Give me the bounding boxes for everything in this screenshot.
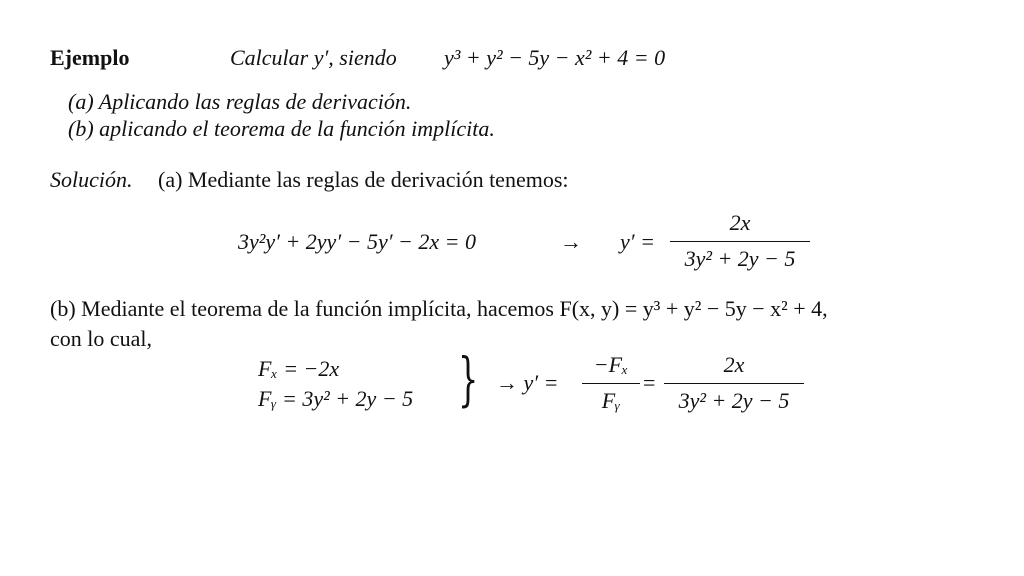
part-a-fraction [670, 208, 810, 272]
solution-part-a-text: (a) Mediante las reglas de derivación tenemos: [158, 167, 569, 192]
part-b-fraction-1-numerator: −Fₓ [593, 352, 629, 377]
example-prompt: Calcular y′, siendo [230, 45, 397, 70]
example-label: Ejemplo [50, 45, 130, 70]
part-b-fx: Fₓ = −2x [258, 356, 340, 381]
right-brace-icon: } [458, 345, 479, 413]
part-b-fraction-1-denominator: Fᵧ [601, 388, 621, 413]
part-a-equation-left: 3y²y′ + 2yy′ − 5y′ − 2x = 0 [238, 229, 477, 254]
part-b-fy: Fᵧ = 3y² + 2y − 5 [258, 386, 414, 411]
part-b-fraction-1-bar [582, 383, 640, 384]
part-b-equals: = [643, 370, 656, 395]
part-b-fraction-2-numerator: 2x [723, 352, 745, 377]
example-equation: y³ + y² − 5y − x² + 4 = 0 [444, 45, 666, 70]
part-b-arrow-lhs: → y′ = [496, 370, 559, 395]
part-a-fraction-bar [670, 241, 810, 242]
part-b-fraction-1 [582, 350, 640, 414]
part-a-fraction-numerator: 2x [729, 210, 751, 235]
part-b-fraction-2 [664, 350, 804, 414]
part-a-equation-lhs: y′ = [620, 229, 655, 254]
part-b-fraction-2-denominator: 3y² + 2y − 5 [678, 388, 790, 413]
item-b: (b) aplicando el teorema de la función implícita. [68, 116, 495, 141]
solution-lead: Solución. [50, 167, 133, 192]
part-b-text-line2: con lo cual, [50, 326, 153, 351]
part-a-arrow: → [560, 229, 582, 254]
part-a-fraction-denominator: 3y² + 2y − 5 [684, 246, 796, 271]
item-a: (a) Aplicando las reglas de derivación. [68, 89, 412, 114]
part-b-fraction-2-bar [664, 383, 804, 384]
part-b-text-line1: (b) Mediante el teorema de la función implícita, hacemos F(x, y) = y³ + y² − 5y − x² + 4, [50, 296, 828, 321]
